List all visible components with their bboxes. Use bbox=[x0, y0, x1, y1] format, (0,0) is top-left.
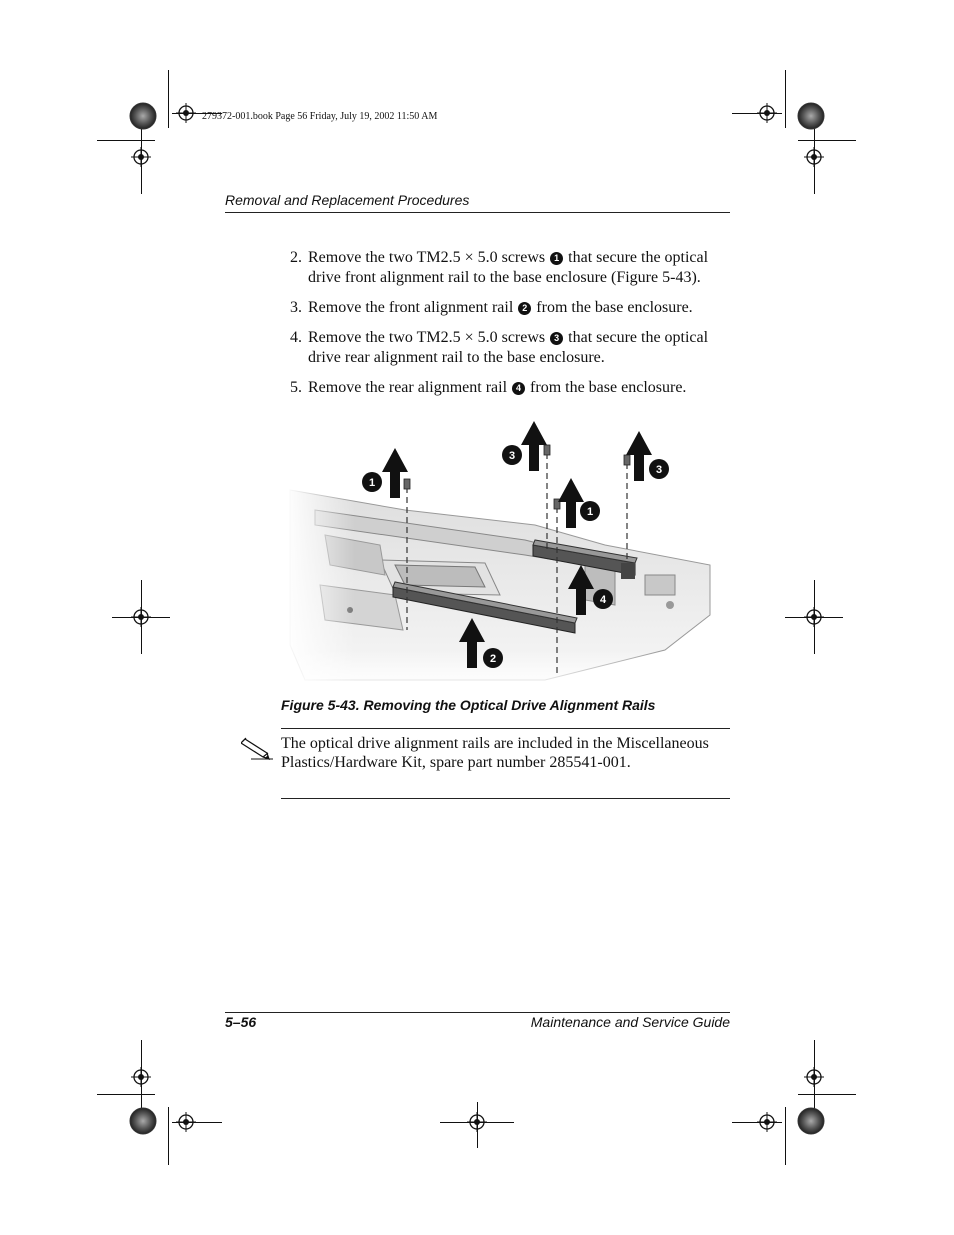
step-number: 2. bbox=[290, 249, 302, 266]
step-text: Remove the two TM2.5 × 5.0 screws 1 that secure the optical drive front alignment rail to the base enclosure (Figure 5-43). bbox=[308, 249, 709, 286]
svg-text:1: 1 bbox=[586, 506, 594, 518]
step-item bbox=[290, 378, 735, 398]
step-number: 4. bbox=[290, 329, 302, 346]
step-item bbox=[290, 328, 735, 368]
note-text: The optical drive alignment rails are included in the Miscellaneous Plastics/Hardware Kit, spare part number 285541-001. bbox=[281, 735, 709, 771]
callout-2-icon: 2 bbox=[518, 302, 531, 315]
step-text: Remove the two TM2.5 × 5.0 screws 3 that secure the optical drive rear alignment rail to the base enclosure. bbox=[308, 329, 709, 366]
svg-text:1: 1 bbox=[368, 477, 376, 489]
step-number: 3. bbox=[290, 299, 302, 316]
step-number: 5. bbox=[290, 379, 302, 396]
footer-guide-title: Maintenance and Service Guide bbox=[530, 1014, 730, 1030]
callout-4-icon: 4 bbox=[512, 382, 525, 395]
svg-text:2: 2 bbox=[489, 653, 497, 665]
callout-1-icon bbox=[362, 472, 382, 492]
svg-text:3: 3 bbox=[655, 464, 663, 476]
svg-text:3: 3 bbox=[508, 450, 516, 462]
callout-1-icon: 1 bbox=[550, 252, 563, 265]
running-header: Removal and Replacement Procedures bbox=[225, 192, 470, 208]
book-info: 279372-001.book Page 56 Friday, July 19, 2002 11:50 AM bbox=[202, 111, 438, 122]
page-number: 5–56 bbox=[225, 1014, 257, 1030]
step-item bbox=[290, 248, 735, 288]
pencil-note-icon bbox=[241, 735, 275, 761]
figure-caption: Figure 5-43. Removing the Optical Drive Alignment Rails bbox=[281, 697, 656, 713]
header-rule bbox=[225, 212, 730, 213]
callout-3-icon: 3 bbox=[550, 332, 563, 345]
footer-rule bbox=[225, 1012, 730, 1013]
svg-text:4: 4 bbox=[599, 594, 607, 606]
note-bottom-rule bbox=[281, 798, 730, 799]
callout-3-icon bbox=[502, 445, 522, 465]
callout-3-icon bbox=[649, 459, 669, 479]
step-item bbox=[290, 298, 735, 318]
callout-1-icon bbox=[580, 501, 600, 521]
figure-illustration bbox=[285, 415, 715, 690]
callout-4-icon bbox=[593, 589, 613, 609]
callout-2-icon bbox=[483, 648, 503, 668]
note-top-rule bbox=[281, 728, 730, 729]
step-text: Remove the front alignment rail 2 from the base enclosure. bbox=[308, 299, 693, 316]
step-text: Remove the rear alignment rail 4 from the base enclosure. bbox=[308, 379, 687, 396]
